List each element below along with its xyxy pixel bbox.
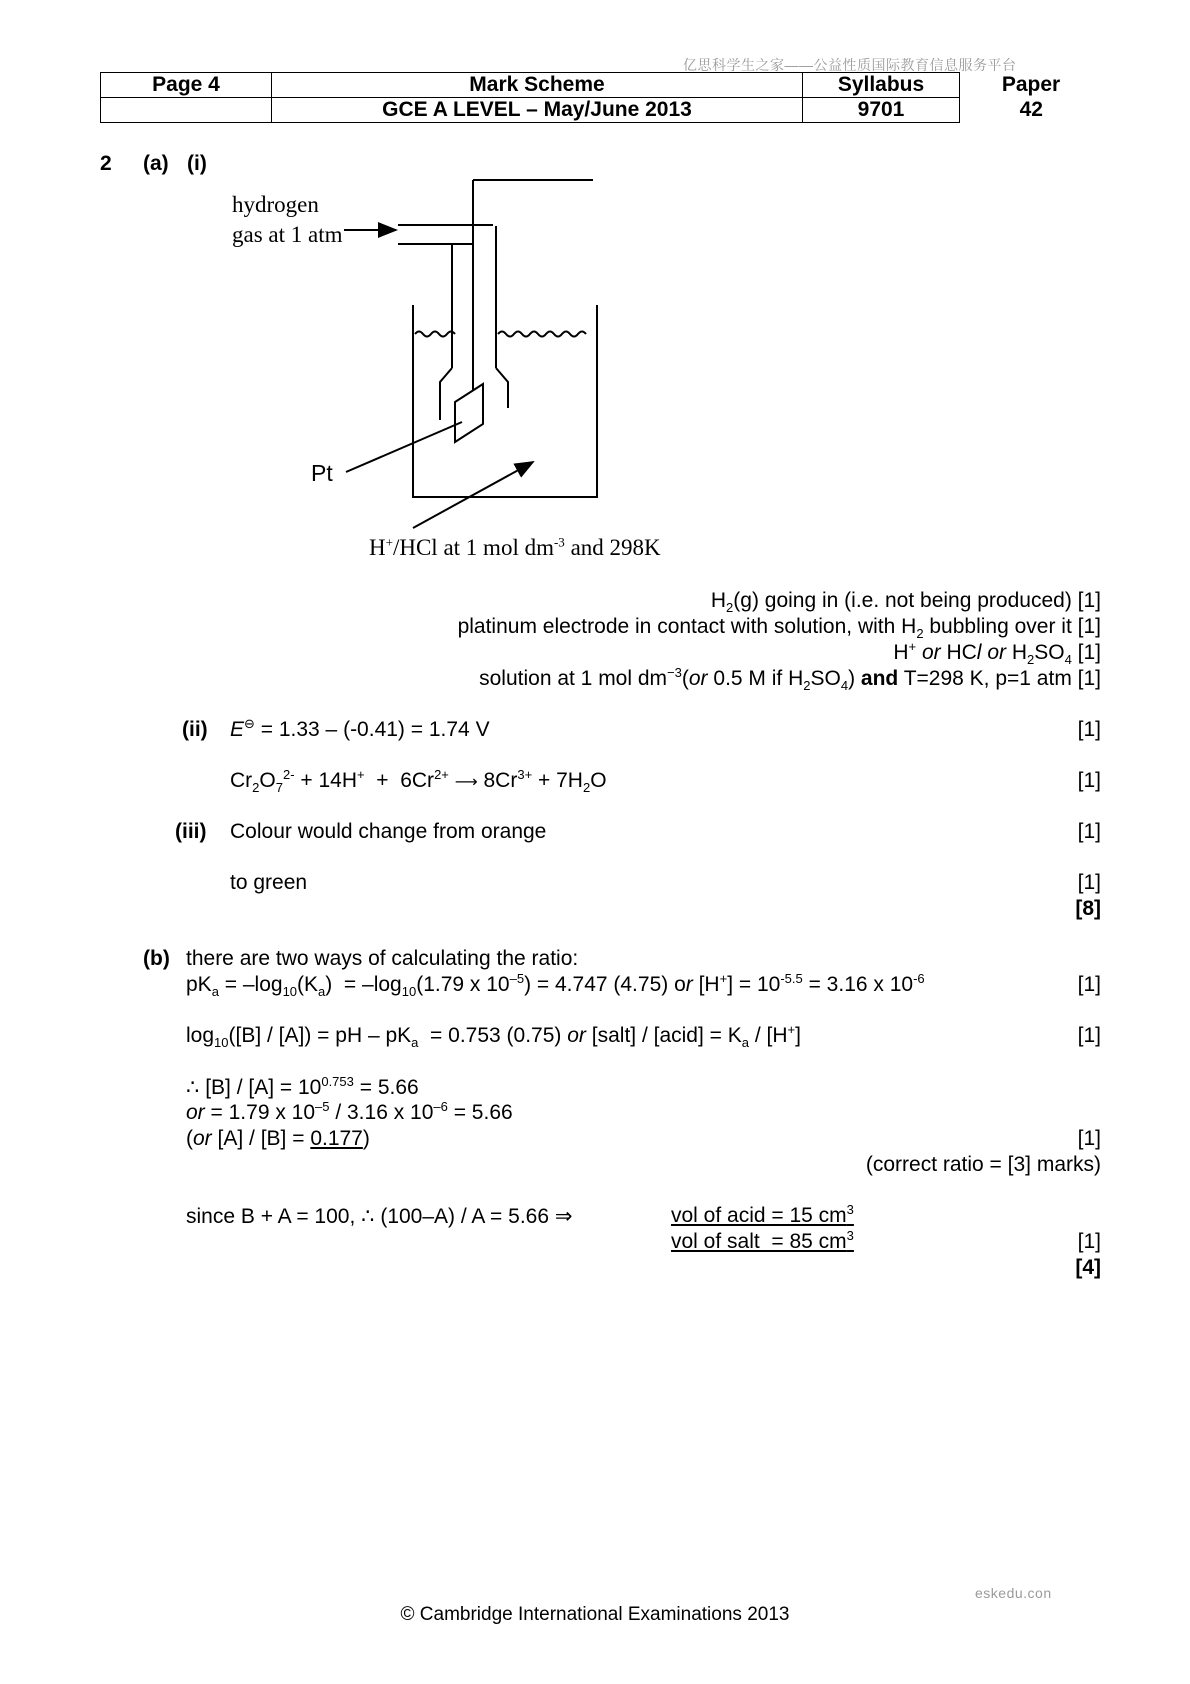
mark-iii-1: [1] [1077, 820, 1101, 843]
header-mark-scheme: Mark Scheme [272, 73, 803, 98]
header-syllabus-code: 9701 [803, 98, 960, 123]
b-intro: there are two ways of calculating the ratio: [186, 947, 579, 970]
b-line4: or = 1.79 x $10^{-5} / 3.16$ x $10^{-6} = 5.66$ [186, 1099, 513, 1124]
header-syllabus-label: Syllabus [803, 73, 960, 98]
b-line2: $\log_{10}([B] / [A])$ = pH – $pK_a = 0.753$ (0.75) or [salt] / [acid] = $K_a / [H^+]$ [186, 1022, 801, 1051]
mark-iii-2: [1] [1077, 871, 1101, 894]
mark-ai-1: $H_2(g)$ going in (i.e. not being produced) [1] [710, 589, 1101, 616]
mark-b-3: [1] [1077, 1127, 1101, 1150]
equation-line: $Cr_2O_7^{2-} + 14H^+ + 6Cr^{2+}$ ⟶ $8Cr^{3+} + 7H_2O$ [230, 767, 607, 796]
colour-line1: Colour would change from orange [230, 820, 547, 843]
mark-ai-3: H+ or HCl or $H_2SO_4$ [1] [893, 639, 1101, 668]
sub-iii-label: (iii) [175, 820, 207, 843]
solution-arrow [413, 462, 533, 528]
sub-i-label: (i) [187, 152, 207, 175]
b-since: since B + A = 100, ∴ (100–A) / A = 5.66 ⇒ [186, 1205, 573, 1228]
mark-ii-1: [1] [1077, 718, 1101, 741]
pt-pointer-line [346, 422, 462, 472]
total-b: [4] [1075, 1256, 1101, 1279]
question-number: 2 [100, 152, 112, 175]
mark-ai-4: solution at 1 mol $dm^{-3}(or$ 0.5 M if $H_2SO_4$) and T=298 K, p=1 atm [1] [479, 665, 1101, 694]
watermark-bottom: eskedu.con [975, 1585, 1052, 1601]
mark-ii-2: [1] [1077, 769, 1101, 792]
pt-plate [455, 384, 483, 442]
part-b-label: (b) [143, 947, 170, 970]
b-line3: ∴ $[B] / [A] = 10^{0.753} = 5.66$ [186, 1074, 419, 1099]
colour-line2: to green [230, 871, 308, 894]
b-line1: $pK_a = -\log_{10}(K_a) = -\log_{10}(1.79$ x $10^{-5}) = 4.747$ (4.75) or $[H^+] = 10^{-5.5} = 3.16$ x $10^{-6}$ [186, 971, 925, 1000]
header-page: Page 4 [101, 73, 272, 98]
hydrogen-electrode-diagram [0, 0, 1190, 560]
mark-ai-2: platinum electrode in contact with solution, with $H_2$ bubbling over it [1] [457, 615, 1101, 642]
hydrogen-label-line2: gas at 1 atm [232, 222, 343, 247]
pt-label: Pt [311, 460, 333, 486]
part-a-label: (a) [143, 152, 169, 175]
mark-b-4: [1] [1077, 1230, 1101, 1253]
header-exam: GCE A LEVEL – May/June 2013 [272, 98, 803, 123]
outer-tube [473, 180, 593, 368]
liquid-surface-left [415, 332, 455, 337]
eo-line: E⊖ = 1.33 – (-0.41) = 1.74 V [230, 716, 490, 741]
footer-copyright: © Cambridge International Examinations 2013 [400, 1604, 790, 1625]
liquid-surface-right [498, 332, 586, 337]
sub-ii-label: (ii) [182, 718, 208, 741]
hydrogen-label-line1: hydrogen [232, 192, 319, 217]
mark-b-2: [1] [1077, 1024, 1101, 1047]
mark-b-1: [1] [1077, 973, 1101, 996]
watermark-top: 亿思科学生之家——公益性质国际教育信息服务平台 [683, 57, 1017, 73]
b-salt-volume: vol of salt = 85 $cm^3$ [671, 1228, 854, 1253]
total-a: [8] [1075, 897, 1101, 920]
b-acid-volume: vol of acid = 15 $cm^3$ [671, 1202, 854, 1227]
b-correct-note: (correct ratio = [3] marks) [865, 1153, 1101, 1176]
solution-label: H+/HCl at 1 mol $dm^{-3}$ and 298K [369, 534, 661, 560]
header-paper-no: 42 [1019, 98, 1043, 121]
b-line5: (or [A] / [B] = 0.177) [186, 1127, 370, 1150]
header-paper-label: Paper [1001, 73, 1061, 96]
